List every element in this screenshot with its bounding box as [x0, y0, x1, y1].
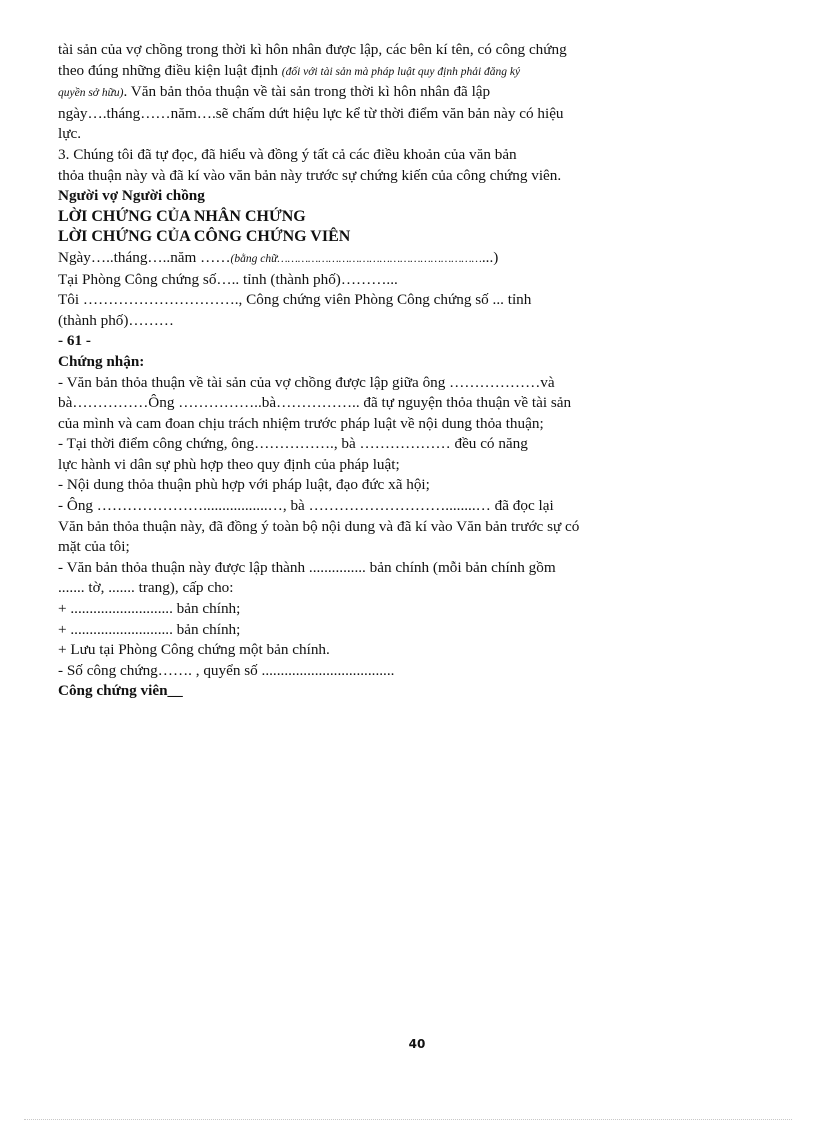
certify-line: + Lưu tại Phòng Công chứng một bản chính. — [58, 641, 330, 659]
italic-note: (đối với tài sản mà pháp luật quy định phải đăng ký — [281, 65, 521, 78]
notary-intro-line: Tôi …………………………., Công chứng viên Phòng Công chứng số ... tỉnh — [58, 291, 532, 309]
notary-intro-line: (thành phố)……… — [58, 311, 174, 329]
office-line: Tại Phòng Công chứng số….. tỉnh (thành phố)………... — [58, 270, 398, 288]
certify-line: - Văn bản thỏa thuận này được lập thành ............... bản chính (mỗi bản chính gồm — [58, 558, 556, 576]
certify-line: - Ông ………………….................…, bà ………………………........… đã đọc lại — [58, 497, 554, 515]
page-marker: - 61 - — [58, 332, 91, 350]
body-line: tài sản của vợ chồng trong thời kì hôn nhân được lập, các bên kí tên, có công chứng — [58, 41, 567, 58]
body-line: 3. Chúng tôi đã tự đọc, đã hiểu và đồng ý tất cả các điều khoản của văn bản — [58, 145, 517, 163]
italic-note: (bằng chữ…………………………………………………… — [230, 252, 482, 265]
certify-heading: Chứng nhận: — [58, 352, 145, 370]
body-line: lực. — [58, 125, 81, 143]
certify-line: + ........................... bản chính; — [58, 620, 241, 638]
date-line: Ngày…..tháng…..năm ……(bằng chữ……………………………………………………...) — [58, 248, 499, 266]
certify-line: của mình và cam đoan chịu trách nhiệm trước pháp luật về nội dung thỏa thuận; — [58, 414, 544, 432]
body-line: quyền sở hữu). Văn bản thỏa thuận về tài sản trong thời kì hôn nhân đã lập — [58, 83, 491, 101]
certify-line: - Nội dung thỏa thuận phù hợp với pháp luật, đạo đức xã hội; — [58, 476, 430, 494]
italic-note: quyền sở hữu) — [58, 87, 124, 100]
body-line: thỏa thuận này và đã kí vào văn bản này trước sự chứng kiến của công chứng viên. — [58, 166, 562, 184]
certify-line: bà……………Ông ……………..bà…………….. đã tự nguyện thỏa thuận về tài sản — [58, 394, 572, 412]
certify-line: + ........................... bản chính; — [58, 600, 241, 618]
footer-divider — [24, 1119, 792, 1120]
signature-label: Công chứng viên__ — [58, 682, 183, 700]
certify-line: Văn bản thỏa thuận này, đã đồng ý toàn bộ nội dung và đã kí vào Văn bản trước sự có — [58, 517, 580, 535]
document-body — [58, 40, 658, 702]
body-line: ngày….tháng……năm….sẽ chấm dứt hiệu lực kể từ thời điểm văn bản này có hiệu — [58, 104, 564, 122]
certify-line: lực hành vi dân sự phù hợp theo quy định của pháp luật; — [58, 455, 400, 473]
body-line: theo đúng những điều kiện luật định (đối với tài sản mà pháp luật quy định phải đăng ký — [58, 61, 521, 79]
certify-line: ....... tờ, ....... trang), cấp cho: — [58, 579, 234, 597]
certify-line: mặt của tôi; — [58, 538, 130, 556]
page-number: 40 — [408, 1037, 426, 1051]
certify-line: - Văn bản thỏa thuận về tài sản của vợ chồng được lập giữa ông ………………và — [58, 373, 555, 391]
witness-heading: LỜI CHỨNG CỦA NHÂN CHỨNG — [58, 207, 306, 225]
certify-line: - Số công chứng……. , quyển số ................................... — [58, 661, 395, 679]
certify-line: - Tại thời điểm công chứng, ông……………., bà ……………… đều có năng — [58, 435, 528, 453]
certify-list — [58, 373, 658, 682]
notary-heading: LỜI CHỨNG CỦA CÔNG CHỨNG VIÊN — [58, 228, 351, 246]
signers-label: Người vợ Người chồng — [58, 187, 205, 205]
